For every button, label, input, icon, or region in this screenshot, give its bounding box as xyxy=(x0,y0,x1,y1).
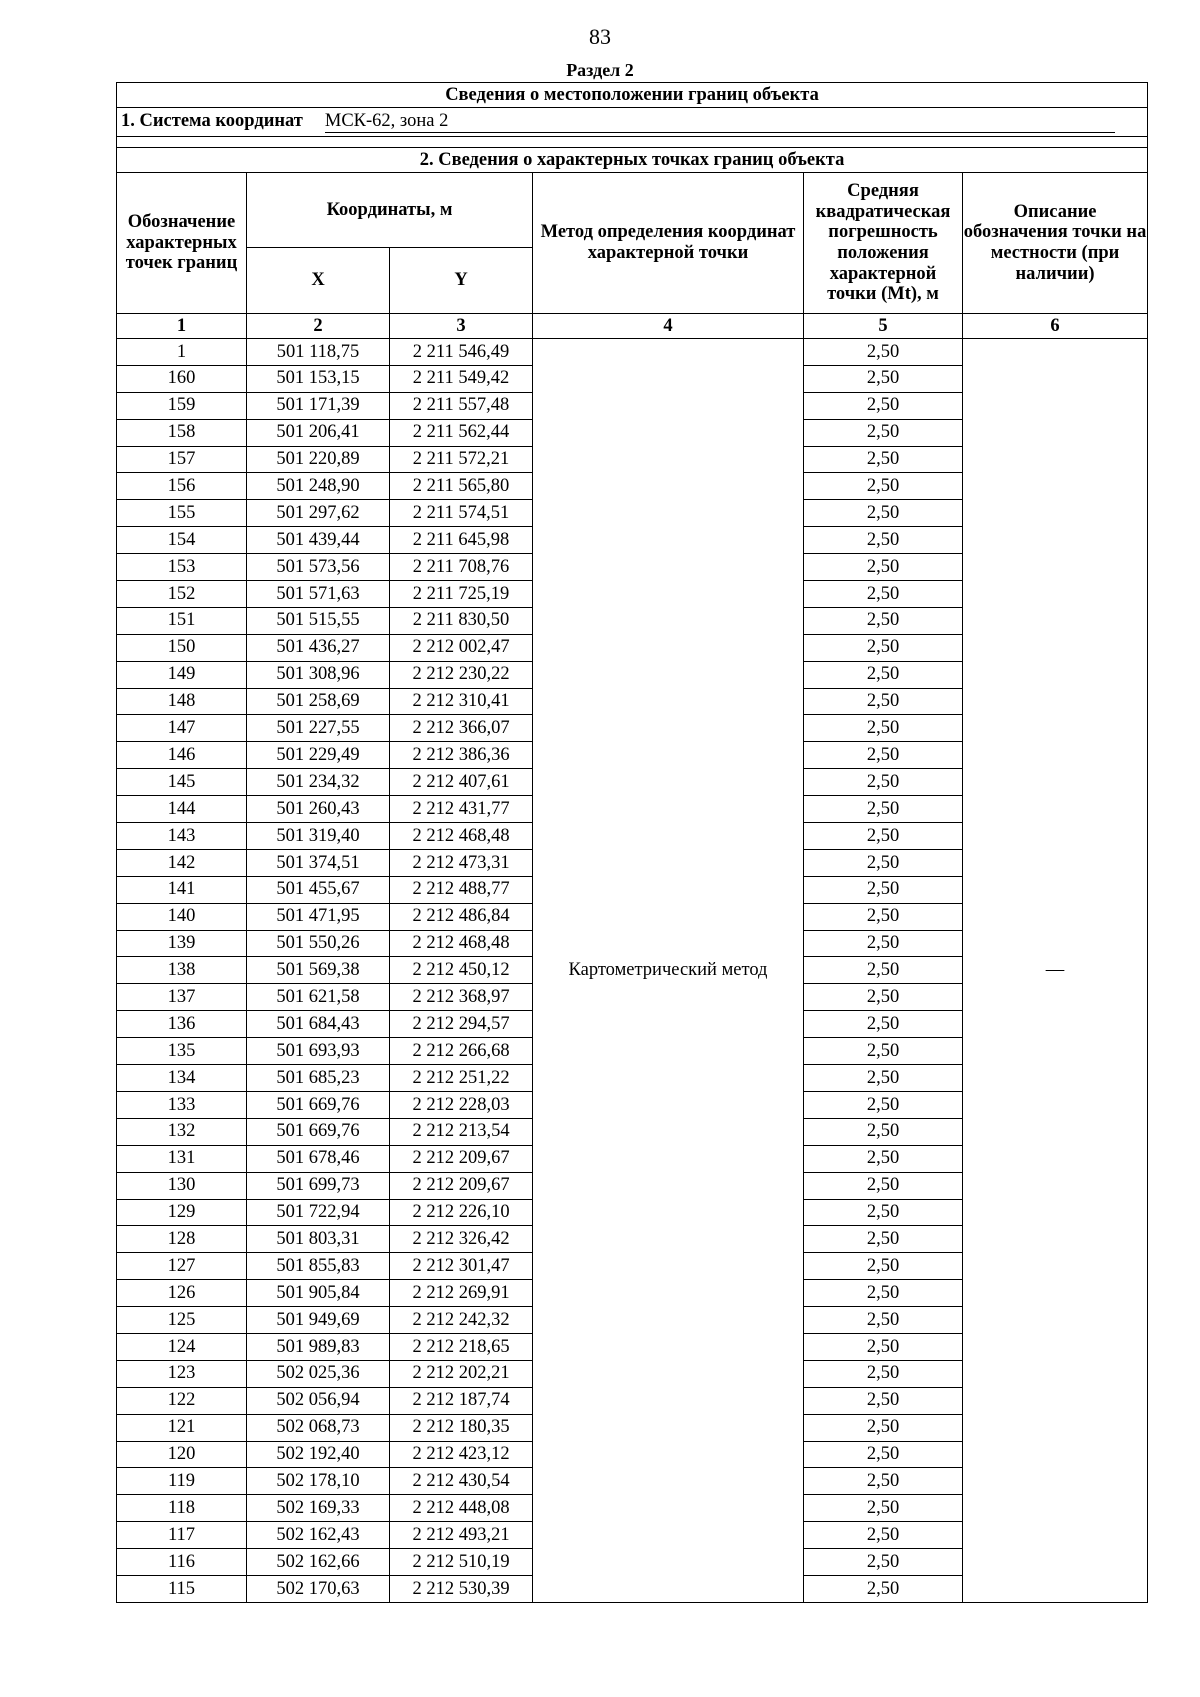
error-cell: 2,50 xyxy=(804,688,963,715)
table-row xyxy=(117,339,1148,366)
y-coordinate-cell: 2 212 187,74 xyxy=(390,1387,533,1414)
error-cell: 2,50 xyxy=(804,1038,963,1065)
header-method: Метод определения координат характерной точки xyxy=(533,173,804,314)
point-id-cell: 148 xyxy=(117,688,247,715)
spacer xyxy=(117,137,1148,148)
x-coordinate-cell: 502 192,40 xyxy=(247,1441,390,1468)
y-coordinate-cell: 2 211 565,80 xyxy=(390,473,533,500)
x-coordinate-cell: 501 248,90 xyxy=(247,473,390,500)
x-coordinate-cell: 501 319,40 xyxy=(247,823,390,850)
column-number: 5 xyxy=(804,314,963,339)
y-coordinate-cell: 2 212 230,22 xyxy=(390,661,533,688)
point-id-cell: 147 xyxy=(117,715,247,742)
point-id-cell: 160 xyxy=(117,365,247,392)
coord-system-label: 1. Система координат xyxy=(121,111,303,132)
x-coordinate-cell: 502 162,43 xyxy=(247,1522,390,1549)
error-cell: 2,50 xyxy=(804,742,963,769)
point-id-cell: 136 xyxy=(117,1011,247,1038)
y-coordinate-cell: 2 212 430,54 xyxy=(390,1468,533,1495)
point-id-cell: 158 xyxy=(117,419,247,446)
error-cell: 2,50 xyxy=(804,1549,963,1576)
error-cell: 2,50 xyxy=(804,1253,963,1280)
y-coordinate-cell: 2 212 251,22 xyxy=(390,1065,533,1092)
column-number: 1 xyxy=(117,314,247,339)
x-coordinate-cell: 501 669,76 xyxy=(247,1091,390,1118)
x-coordinate-cell: 501 855,83 xyxy=(247,1253,390,1280)
point-id-cell: 118 xyxy=(117,1495,247,1522)
point-id-cell: 138 xyxy=(117,957,247,984)
column-number: 3 xyxy=(390,314,533,339)
error-cell: 2,50 xyxy=(804,1307,963,1334)
point-id-cell: 133 xyxy=(117,1091,247,1118)
points-title: 2. Сведения о характерных точках границ объекта xyxy=(117,148,1148,173)
x-coordinate-cell: 501 374,51 xyxy=(247,849,390,876)
y-coordinate-cell: 2 211 562,44 xyxy=(390,419,533,446)
y-coordinate-cell: 2 211 708,76 xyxy=(390,554,533,581)
y-coordinate-cell: 2 211 645,98 xyxy=(390,527,533,554)
x-coordinate-cell: 501 722,94 xyxy=(247,1199,390,1226)
y-coordinate-cell: 2 211 725,19 xyxy=(390,581,533,608)
y-coordinate-cell: 2 212 310,41 xyxy=(390,688,533,715)
point-id-cell: 154 xyxy=(117,527,247,554)
x-coordinate-cell: 501 471,95 xyxy=(247,903,390,930)
y-coordinate-cell: 2 211 572,21 xyxy=(390,446,533,473)
section-title: Раздел 2 xyxy=(566,60,634,80)
y-coordinate-cell: 2 212 294,57 xyxy=(390,1011,533,1038)
header-x: X xyxy=(247,248,390,314)
point-id-cell: 141 xyxy=(117,876,247,903)
y-coordinate-cell: 2 212 448,08 xyxy=(390,1495,533,1522)
x-coordinate-cell: 501 436,27 xyxy=(247,634,390,661)
x-coordinate-cell: 501 515,55 xyxy=(247,607,390,634)
y-coordinate-cell: 2 212 493,21 xyxy=(390,1522,533,1549)
point-id-cell: 139 xyxy=(117,930,247,957)
error-cell: 2,50 xyxy=(804,1333,963,1360)
x-coordinate-cell: 501 308,96 xyxy=(247,661,390,688)
x-coordinate-cell: 502 162,66 xyxy=(247,1549,390,1576)
error-cell: 2,50 xyxy=(804,1522,963,1549)
x-coordinate-cell: 502 056,94 xyxy=(247,1387,390,1414)
x-coordinate-cell: 502 178,10 xyxy=(247,1468,390,1495)
points-body xyxy=(117,339,1148,1603)
point-id-cell: 142 xyxy=(117,849,247,876)
x-coordinate-cell: 501 693,93 xyxy=(247,1038,390,1065)
x-coordinate-cell: 501 571,63 xyxy=(247,581,390,608)
table-title: Сведения о местоположении границ объекта xyxy=(117,83,1148,108)
error-cell: 2,50 xyxy=(804,876,963,903)
x-coordinate-cell: 501 905,84 xyxy=(247,1280,390,1307)
header-description: Описание обозначения точки на местности (при наличии) xyxy=(963,173,1148,314)
point-id-cell: 144 xyxy=(117,796,247,823)
y-coordinate-cell: 2 211 557,48 xyxy=(390,392,533,419)
point-id-cell: 153 xyxy=(117,554,247,581)
y-coordinate-cell: 2 212 486,84 xyxy=(390,903,533,930)
error-cell: 2,50 xyxy=(804,1172,963,1199)
point-id-cell: 124 xyxy=(117,1333,247,1360)
point-id-cell: 157 xyxy=(117,446,247,473)
x-coordinate-cell: 501 989,83 xyxy=(247,1333,390,1360)
y-coordinate-cell: 2 212 228,03 xyxy=(390,1091,533,1118)
y-coordinate-cell: 2 212 530,39 xyxy=(390,1575,533,1602)
y-coordinate-cell: 2 212 473,31 xyxy=(390,849,533,876)
error-cell: 2,50 xyxy=(804,1065,963,1092)
point-id-cell: 151 xyxy=(117,607,247,634)
y-coordinate-cell: 2 212 209,67 xyxy=(390,1172,533,1199)
y-coordinate-cell: 2 211 574,51 xyxy=(390,500,533,527)
error-cell: 2,50 xyxy=(804,392,963,419)
error-cell: 2,50 xyxy=(804,903,963,930)
point-id-cell: 117 xyxy=(117,1522,247,1549)
point-id-cell: 159 xyxy=(117,392,247,419)
method-cell: Картометрический метод xyxy=(533,339,804,1603)
error-cell: 2,50 xyxy=(804,607,963,634)
y-coordinate-cell: 2 212 213,54 xyxy=(390,1118,533,1145)
y-coordinate-cell: 2 212 386,36 xyxy=(390,742,533,769)
x-coordinate-cell: 501 803,31 xyxy=(247,1226,390,1253)
point-id-cell: 119 xyxy=(117,1468,247,1495)
error-cell: 2,50 xyxy=(804,823,963,850)
y-coordinate-cell: 2 211 546,49 xyxy=(390,339,533,366)
point-id-cell: 140 xyxy=(117,903,247,930)
y-coordinate-cell: 2 212 269,91 xyxy=(390,1280,533,1307)
y-coordinate-cell: 2 212 202,21 xyxy=(390,1360,533,1387)
point-id-cell: 115 xyxy=(117,1575,247,1602)
error-cell: 2,50 xyxy=(804,796,963,823)
point-id-cell: 126 xyxy=(117,1280,247,1307)
x-coordinate-cell: 502 025,36 xyxy=(247,1360,390,1387)
y-coordinate-cell: 2 212 301,47 xyxy=(390,1253,533,1280)
point-id-cell: 129 xyxy=(117,1199,247,1226)
error-cell: 2,50 xyxy=(804,930,963,957)
error-cell: 2,50 xyxy=(804,634,963,661)
x-coordinate-cell: 501 220,89 xyxy=(247,446,390,473)
x-coordinate-cell: 501 685,23 xyxy=(247,1065,390,1092)
error-cell: 2,50 xyxy=(804,1118,963,1145)
error-cell: 2,50 xyxy=(804,1414,963,1441)
y-coordinate-cell: 2 212 488,77 xyxy=(390,876,533,903)
x-coordinate-cell: 501 621,58 xyxy=(247,984,390,1011)
x-coordinate-cell: 501 260,43 xyxy=(247,796,390,823)
y-coordinate-cell: 2 212 218,65 xyxy=(390,1333,533,1360)
point-id-cell: 1 xyxy=(117,339,247,366)
point-id-cell: 146 xyxy=(117,742,247,769)
x-coordinate-cell: 501 258,69 xyxy=(247,688,390,715)
error-cell: 2,50 xyxy=(804,1226,963,1253)
x-coordinate-cell: 501 699,73 xyxy=(247,1172,390,1199)
y-coordinate-cell: 2 212 326,42 xyxy=(390,1226,533,1253)
y-coordinate-cell: 2 212 510,19 xyxy=(390,1549,533,1576)
point-id-cell: 120 xyxy=(117,1441,247,1468)
error-cell: 2,50 xyxy=(804,554,963,581)
error-cell: 2,50 xyxy=(804,1360,963,1387)
y-coordinate-cell: 2 212 431,77 xyxy=(390,796,533,823)
x-coordinate-cell: 501 297,62 xyxy=(247,500,390,527)
x-coordinate-cell: 501 669,76 xyxy=(247,1118,390,1145)
x-coordinate-cell: 501 234,32 xyxy=(247,769,390,796)
y-coordinate-cell: 2 212 226,10 xyxy=(390,1199,533,1226)
y-coordinate-cell: 2 212 209,67 xyxy=(390,1145,533,1172)
x-coordinate-cell: 501 569,38 xyxy=(247,957,390,984)
point-id-cell: 131 xyxy=(117,1145,247,1172)
header-error: Средняя квадратическая погрешность положения характерной точки (Mt), м xyxy=(804,173,963,314)
x-coordinate-cell: 501 227,55 xyxy=(247,715,390,742)
point-id-cell: 143 xyxy=(117,823,247,850)
error-cell: 2,50 xyxy=(804,715,963,742)
error-cell: 2,50 xyxy=(804,957,963,984)
x-coordinate-cell: 501 550,26 xyxy=(247,930,390,957)
x-coordinate-cell: 501 439,44 xyxy=(247,527,390,554)
x-coordinate-cell: 502 170,63 xyxy=(247,1575,390,1602)
error-cell: 2,50 xyxy=(804,849,963,876)
error-cell: 2,50 xyxy=(804,1441,963,1468)
point-id-cell: 121 xyxy=(117,1414,247,1441)
point-id-cell: 155 xyxy=(117,500,247,527)
error-cell: 2,50 xyxy=(804,339,963,366)
point-id-cell: 152 xyxy=(117,581,247,608)
y-coordinate-cell: 2 212 180,35 xyxy=(390,1414,533,1441)
x-coordinate-cell: 502 068,73 xyxy=(247,1414,390,1441)
x-coordinate-cell: 501 678,46 xyxy=(247,1145,390,1172)
point-id-cell: 132 xyxy=(117,1118,247,1145)
error-cell: 2,50 xyxy=(804,446,963,473)
point-id-cell: 130 xyxy=(117,1172,247,1199)
y-coordinate-cell: 2 212 407,61 xyxy=(390,769,533,796)
error-cell: 2,50 xyxy=(804,527,963,554)
point-id-cell: 145 xyxy=(117,769,247,796)
point-id-cell: 128 xyxy=(117,1226,247,1253)
header-coordinates: Координаты, м xyxy=(247,173,533,248)
point-id-cell: 135 xyxy=(117,1038,247,1065)
x-coordinate-cell: 501 206,41 xyxy=(247,419,390,446)
x-coordinate-cell: 501 118,75 xyxy=(247,339,390,366)
point-id-cell: 156 xyxy=(117,473,247,500)
x-coordinate-cell: 501 229,49 xyxy=(247,742,390,769)
error-cell: 2,50 xyxy=(804,1011,963,1038)
point-id-cell: 150 xyxy=(117,634,247,661)
error-cell: 2,50 xyxy=(804,1468,963,1495)
error-cell: 2,50 xyxy=(804,1495,963,1522)
column-number: 6 xyxy=(963,314,1148,339)
point-id-cell: 116 xyxy=(117,1549,247,1576)
error-cell: 2,50 xyxy=(804,984,963,1011)
y-coordinate-cell: 2 212 468,48 xyxy=(390,823,533,850)
error-cell: 2,50 xyxy=(804,500,963,527)
y-coordinate-cell: 2 212 450,12 xyxy=(390,957,533,984)
column-number: 4 xyxy=(533,314,804,339)
point-id-cell: 137 xyxy=(117,984,247,1011)
error-cell: 2,50 xyxy=(804,1091,963,1118)
x-coordinate-cell: 501 573,56 xyxy=(247,554,390,581)
point-id-cell: 149 xyxy=(117,661,247,688)
error-cell: 2,50 xyxy=(804,365,963,392)
header-y: Y xyxy=(390,248,533,314)
error-cell: 2,50 xyxy=(804,661,963,688)
x-coordinate-cell: 501 171,39 xyxy=(247,392,390,419)
point-id-cell: 127 xyxy=(117,1253,247,1280)
error-cell: 2,50 xyxy=(804,1387,963,1414)
y-coordinate-cell: 2 211 549,42 xyxy=(390,365,533,392)
header-designation: Обозначение характерных точек границ xyxy=(117,173,247,314)
error-cell: 2,50 xyxy=(804,581,963,608)
error-cell: 2,50 xyxy=(804,1575,963,1602)
y-coordinate-cell: 2 212 423,12 xyxy=(390,1441,533,1468)
coord-system-value: МСК-62, зона 2 xyxy=(325,111,1115,132)
y-coordinate-cell: 2 211 830,50 xyxy=(390,607,533,634)
point-id-cell: 125 xyxy=(117,1307,247,1334)
column-number: 2 xyxy=(247,314,390,339)
y-coordinate-cell: 2 212 242,32 xyxy=(390,1307,533,1334)
y-coordinate-cell: 2 212 468,48 xyxy=(390,930,533,957)
x-coordinate-cell: 501 455,67 xyxy=(247,876,390,903)
description-cell: — xyxy=(963,339,1148,1603)
error-cell: 2,50 xyxy=(804,769,963,796)
y-coordinate-cell: 2 212 368,97 xyxy=(390,984,533,1011)
coord-system-row xyxy=(117,108,1148,137)
x-coordinate-cell: 501 684,43 xyxy=(247,1011,390,1038)
error-cell: 2,50 xyxy=(804,1280,963,1307)
boundary-points-table xyxy=(116,82,1148,1603)
error-cell: 2,50 xyxy=(804,1145,963,1172)
point-id-cell: 122 xyxy=(117,1387,247,1414)
error-cell: 2,50 xyxy=(804,473,963,500)
error-cell: 2,50 xyxy=(804,1199,963,1226)
y-coordinate-cell: 2 212 366,07 xyxy=(390,715,533,742)
page-number: 83 xyxy=(589,24,611,49)
x-coordinate-cell: 501 153,15 xyxy=(247,365,390,392)
x-coordinate-cell: 501 949,69 xyxy=(247,1307,390,1334)
y-coordinate-cell: 2 212 266,68 xyxy=(390,1038,533,1065)
error-cell: 2,50 xyxy=(804,419,963,446)
x-coordinate-cell: 502 169,33 xyxy=(247,1495,390,1522)
y-coordinate-cell: 2 212 002,47 xyxy=(390,634,533,661)
point-id-cell: 123 xyxy=(117,1360,247,1387)
point-id-cell: 134 xyxy=(117,1065,247,1092)
